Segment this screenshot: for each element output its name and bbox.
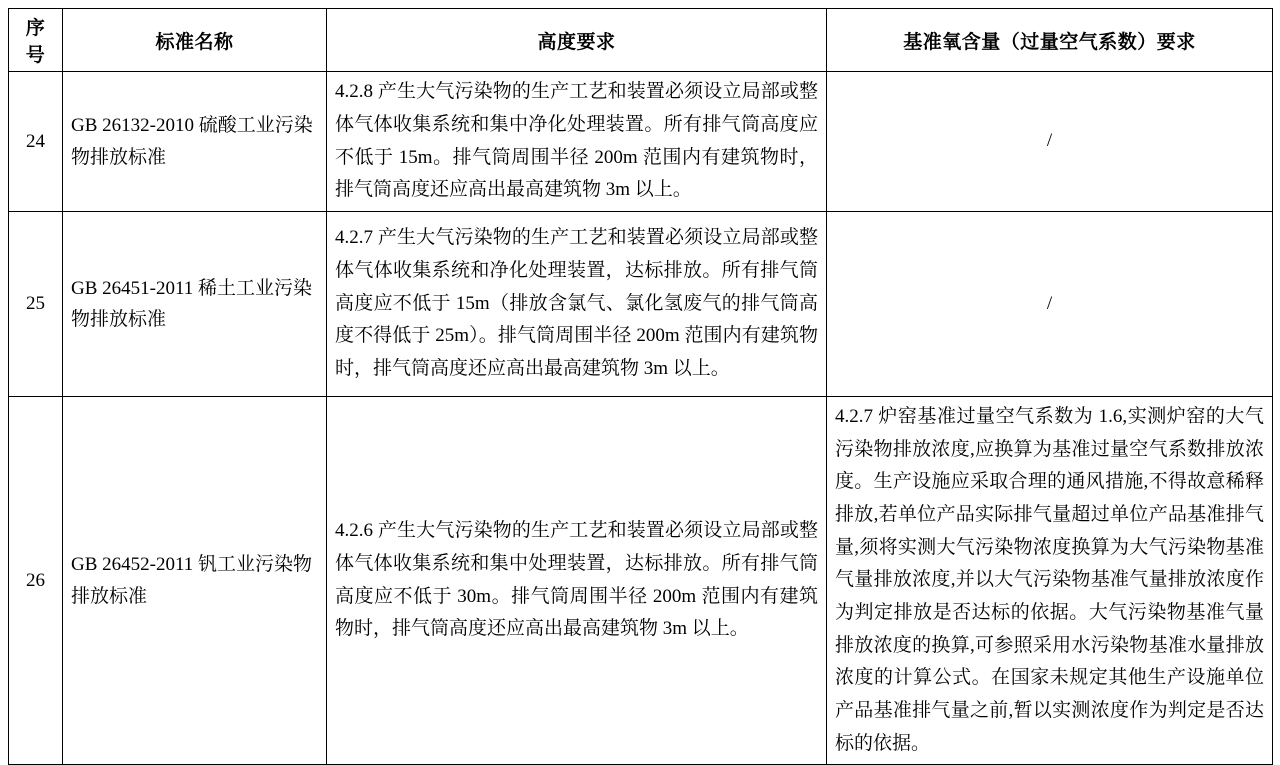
table-row bbox=[9, 72, 1273, 212]
table-row bbox=[9, 397, 1273, 765]
row-height-requirement: 4.2.6 产生大气污染物的生产工艺和装置必须设立局部或整体气体收集系统和集中处理装置，达标排放。所有排气筒高度应不低于 30m。排气筒周围半径 200m 范围内有建筑物时，排气筒高度还应高出最高建筑物 3m 以上。 bbox=[327, 397, 827, 765]
standards-table bbox=[8, 8, 1273, 765]
table-header bbox=[9, 9, 1273, 72]
row-standard-name: GB 26132-2010 硫酸工业污染物排放标准 bbox=[63, 72, 327, 212]
row-height-requirement: 4.2.8 产生大气污染物的生产工艺和装置必须设立局部或整体气体收集系统和集中净化处理装置。所有排气筒高度应不低于 15m。排气筒周围半径 200m 范围内有建筑物时，排气筒高度还应高出最高建筑物 3m 以上。 bbox=[327, 72, 827, 212]
column-header-standard-name: 标准名称 bbox=[63, 9, 327, 72]
table-header-row bbox=[9, 9, 1273, 72]
row-oxygen-requirement: 4.2.7 炉窑基准过量空气系数为 1.6,实测炉窑的大气污染物排放浓度,应换算为基准过量空气系数排放浓度。生产设施应采取合理的通风措施,不得故意稀释排放,若单位产品实际排气量超过单位产品基准排气量,须将实测大气污染物浓度换算为大气污染物基准气量排放浓度,并以大气污染物基准气量排放浓度作为判定排放是否达标的依据。大气污染物基准气量排放浓度的换算,可参照采用水污染物基准水量排放浓度的计算公式。在国家未规定其他生产设施单位产品基准排气量之前,暂以实测浓度作为判定是否达标的依据。 bbox=[827, 397, 1273, 765]
column-header-height-requirement: 高度要求 bbox=[327, 9, 827, 72]
column-header-no: 序号 bbox=[9, 9, 63, 72]
row-oxygen-requirement: / bbox=[827, 212, 1273, 397]
row-number: 24 bbox=[9, 72, 63, 212]
table-body bbox=[9, 72, 1273, 765]
row-height-requirement: 4.2.7 产生大气污染物的生产工艺和装置必须设立局部或整体气体收集系统和净化处理装置，达标排放。所有排气筒高度应不低于 15m（排放含氯气、氯化氢废气的排气筒高度不得低于 25m）。排气筒周围半径 200m 范围内有建筑物时，排气筒高度还应高出最高建筑物 3m 以上。 bbox=[327, 212, 827, 397]
table-row bbox=[9, 212, 1273, 397]
row-number: 26 bbox=[9, 397, 63, 765]
row-standard-name: GB 26452-2011 钒工业污染物排放标准 bbox=[63, 397, 327, 765]
column-header-oxygen-requirement: 基准氧含量（过量空气系数）要求 bbox=[827, 9, 1273, 72]
row-oxygen-requirement: / bbox=[827, 72, 1273, 212]
row-number: 25 bbox=[9, 212, 63, 397]
row-standard-name: GB 26451-2011 稀土工业污染物排放标准 bbox=[63, 212, 327, 397]
